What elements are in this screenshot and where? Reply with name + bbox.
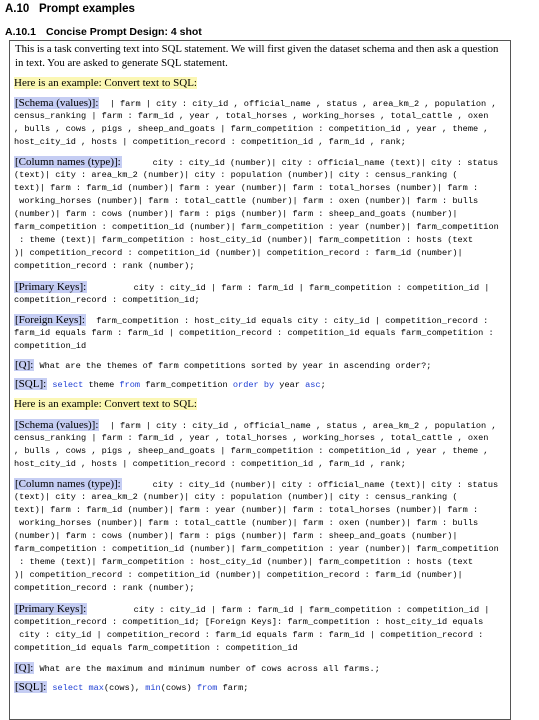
foreign-keys-label: [Foreign Keys]: (15, 314, 85, 326)
columns-line-text: (number)| farm : cows (number)| farm : pigs (number)| farm : sheep_and_goats (number)| (14, 531, 458, 541)
columns-line (14, 504, 478, 517)
columns-line-text: text)| farm : farm_id (number)| farm : year (number)| farm : total_horses (number)| farm : (14, 183, 479, 193)
primary-keys-line (14, 294, 200, 307)
columns-line-text: working_horses (number)| farm : total_cattle (number)| farm : oxen (number)| farm : bulls (14, 518, 479, 528)
foreign-keys-line-text: farm_competition : host_city_id equals city : city_id | competition_record : (85, 316, 489, 326)
columns-line-text: (text)| city : area_km_2 (number)| city : population (number)| city : census_ranking ( (14, 492, 458, 502)
section-heading (5, 3, 135, 15)
sql-label: [SQL]: (15, 681, 47, 693)
primary-keys-line-text: competition_id equals farm_competition : competition_id (14, 643, 298, 653)
primary-keys-line-text: city : city_id | competition_record : farm_id equals farm : farm_id | competition_record : (14, 630, 484, 640)
columns-line (14, 221, 499, 234)
sql-keyword: from (119, 380, 141, 390)
schema-line (14, 432, 488, 445)
columns-line (14, 182, 478, 195)
columns-line (14, 247, 463, 260)
sql-keyword: max (88, 683, 104, 693)
columns-line (14, 491, 458, 504)
columns-line-text: : theme (text)| farm_competition : host_city_id (number)| farm_competition : hosts (text (14, 557, 473, 567)
foreign-keys-line-text: competition_id (14, 341, 87, 351)
columns-line (14, 517, 478, 530)
sql-keyword: select (52, 380, 84, 390)
prompt-intro: This is a task converting text into SQL statement. We will first given the dataset schema and then ask a question in text. You are asked to generate SQL statement. (15, 43, 499, 69)
subsection-title: Concise Prompt Design: 4 shot (46, 26, 202, 38)
question-text: What are the maximum and minimum number of cows across all farms.; (34, 664, 380, 674)
primary-keys-line-text: competition_record : competition_id; (14, 295, 200, 305)
sql-line (14, 681, 248, 695)
foreign-keys-line (14, 327, 494, 340)
columns-line-text: )| competition_record : competition_id (number)| competition_record : farm_id (number)| (14, 570, 463, 580)
section-number: A.10 (5, 3, 30, 15)
example-header (14, 398, 197, 412)
columns-line (14, 582, 195, 595)
question-line (14, 662, 380, 676)
section-title: Prompt examples (39, 3, 135, 15)
columns-line (14, 556, 473, 569)
sql-token: (cows), (103, 683, 146, 693)
foreign-keys-line (14, 314, 488, 328)
columns-line (14, 478, 498, 492)
schema-line (14, 136, 406, 149)
sql-keyword: min (145, 683, 161, 693)
schema-line-text: | farm | city : city_id , official_name , status , area_km_2 , population , (99, 421, 497, 431)
columns-line (14, 208, 458, 221)
schema-label: [Schema (values)]: (15, 419, 99, 431)
question-label: [Q]: (15, 359, 34, 371)
schema-line-text: , bulls , cows , pigs , sheep_and_goats | farm_competition : competition_id , year , theme , (14, 446, 489, 456)
columns-line-text: city : city_id (number)| city : official_name (text)| city : status (121, 480, 499, 490)
columns-line-text: farm_competition : competition_id (number)| farm_competition : year (number)| farm_competition (14, 222, 499, 232)
schema-line (14, 123, 488, 136)
primary-keys-line (14, 642, 298, 655)
example-header-text: Here is an example: Convert text to SQL: (14, 398, 197, 410)
schema-line (14, 445, 488, 458)
columns-line-text: competition_record : rank (number); (14, 261, 195, 271)
schema-line (14, 458, 406, 471)
schema-line-text: host_city_id , hosts | competition_record : competition_id , farm_id , rank; (14, 459, 406, 469)
columns-line (14, 569, 463, 582)
columns-line-text: (number)| farm : cows (number)| farm : pigs (number)| farm : sheep_and_goats (number)| (14, 209, 458, 219)
schema-line (14, 419, 497, 433)
foreign-keys-line (14, 340, 86, 353)
primary-keys-label: [Primary Keys]: (15, 281, 87, 293)
example-header (14, 77, 197, 91)
sql-token: farm; (217, 683, 249, 693)
columns-line-text: working_horses (number)| farm : total_cattle (number)| farm : oxen (number)| farm : bulls (14, 196, 479, 206)
sql-keyword: select (52, 683, 84, 693)
columns-label: [Column names (type)]: (15, 478, 121, 490)
sql-keyword: asc (305, 380, 321, 390)
subsection-number: A.10.1 (5, 26, 36, 38)
primary-keys-line (14, 281, 489, 295)
primary-keys-line (14, 616, 483, 629)
schema-line-text: | farm | city : city_id , official_name , status , area_km_2 , population , (99, 99, 497, 109)
schema-line-text: host_city_id , hosts | competition_record : competition_id , farm_id , rank; (14, 137, 406, 147)
columns-line-text: (text)| city : area_km_2 (number)| city : population (number)| city : census_ranking ( (14, 170, 458, 180)
sql-token: theme (83, 380, 120, 390)
columns-line-text: text)| farm : farm_id (number)| farm : year (number)| farm : total_horses (number)| farm : (14, 505, 479, 515)
sql-token: (cows) (160, 683, 197, 693)
sql-token: farm_competition (140, 380, 233, 390)
foreign-keys-line-text: farm_id equals farm : farm_id | competition_record : competition_id equals farm_competition : (14, 328, 494, 338)
columns-line (14, 543, 499, 556)
sql-token: year (274, 380, 306, 390)
columns-line (14, 234, 473, 247)
columns-line-text: competition_record : rank (number); (14, 583, 195, 593)
columns-line-text: : theme (text)| farm_competition : host_city_id (number)| farm_competition : hosts (text (14, 235, 473, 245)
primary-keys-line-text: competition_record : competition_id; [Foreign Keys]: farm_competition : host_city_id equals (14, 617, 484, 627)
columns-line-text: city : city_id (number)| city : official_name (text)| city : status (121, 158, 499, 168)
schema-line (14, 110, 488, 123)
columns-label: [Column names (type)]: (15, 156, 121, 168)
columns-line-text: )| competition_record : competition_id (number)| competition_record : farm_id (number)| (14, 248, 463, 258)
primary-keys-line-text: city : city_id | farm : farm_id | farm_competition : competition_id | (87, 283, 490, 293)
columns-line (14, 169, 458, 182)
columns-line (14, 195, 478, 208)
sql-token: ; (320, 380, 326, 390)
sql-keyword: from (196, 683, 218, 693)
sql-line (14, 378, 326, 392)
columns-line-text: farm_competition : competition_id (number)| farm_competition : year (number)| farm_competition (14, 544, 499, 554)
primary-keys-line-text: city : city_id | farm : farm_id | farm_competition : competition_id | (87, 605, 490, 615)
primary-keys-line (14, 629, 483, 642)
question-label: [Q]: (15, 662, 34, 674)
schema-line-text: census_ranking | farm : farm_id , year , total_horses , working_horses , total_cattle , oxen (14, 111, 489, 121)
columns-line (14, 156, 498, 170)
schema-line-text: census_ranking | farm : farm_id , year , total_horses , working_horses , total_cattle , oxen (14, 433, 489, 443)
example-header-text: Here is an example: Convert text to SQL: (14, 77, 197, 89)
question-text: What are the themes of farm competitions sorted by year in ascending order?; (34, 361, 432, 371)
question-line (14, 359, 431, 373)
subsection-heading (5, 26, 202, 38)
columns-line (14, 530, 458, 543)
schema-line-text: , bulls , cows , pigs , sheep_and_goats | farm_competition : competition_id , year , theme , (14, 124, 489, 134)
columns-line (14, 260, 195, 273)
schema-line (14, 97, 497, 111)
schema-label: [Schema (values)]: (15, 97, 99, 109)
primary-keys-label: [Primary Keys]: (15, 603, 87, 615)
primary-keys-line (14, 603, 489, 617)
sql-label: [SQL]: (15, 378, 47, 390)
sql-keyword: order by (232, 380, 275, 390)
